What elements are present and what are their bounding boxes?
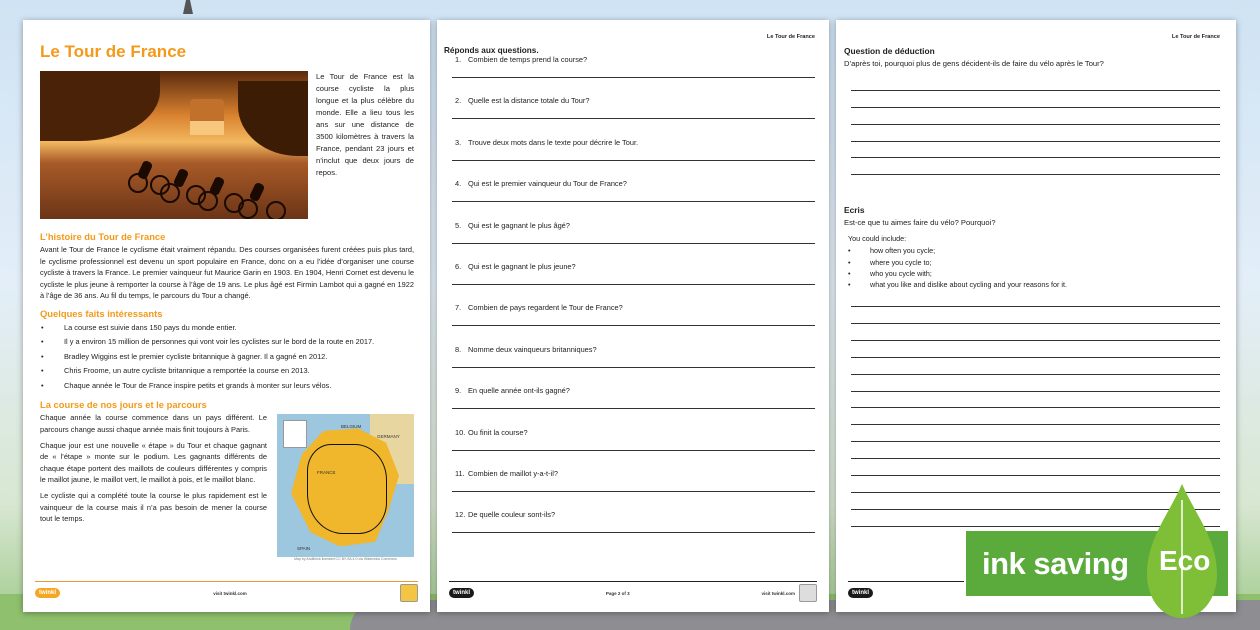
answer-line[interactable] (851, 476, 1220, 493)
question-text: Qui est le gagnant le plus jeune? (468, 261, 576, 271)
question-text: Ou finit la course? (468, 427, 528, 437)
worksheet-page-2 (437, 20, 829, 612)
list-item: • how often you cycle; (844, 245, 1220, 256)
question-number: 4. (455, 179, 462, 189)
question-number: 11. (455, 468, 465, 478)
list-item: • Il y a environ 15 million de personnes qui vont voir les cyclistes sur le bord de la route en 2017. (40, 335, 414, 350)
question-item (444, 303, 815, 344)
questions-list (444, 55, 815, 552)
question-number: 5. (455, 220, 462, 230)
writing-answer-lines[interactable] (844, 290, 1220, 526)
questions-heading: Réponds aux questions. (444, 46, 539, 55)
answer-line[interactable] (851, 341, 1220, 358)
cyclists-photo (40, 71, 308, 219)
answer-line[interactable] (851, 307, 1220, 324)
page-footer (449, 581, 817, 604)
answer-line[interactable] (452, 325, 815, 326)
question-text: Nomme deux vainqueurs britanniques? (468, 344, 597, 354)
footer-link[interactable]: visit twinkl.com (761, 590, 795, 596)
question-item (444, 345, 815, 386)
question-text: Qui est le gagnant le plus âgé? (468, 220, 570, 230)
answer-line[interactable] (851, 91, 1220, 108)
course-paragraph: Chaque année la course commence dans un pays différent. Le parcours change aussi chaque année mais finit toujours à Paris. (40, 413, 267, 435)
facts-list (40, 321, 414, 394)
history-text: Avant le Tour de France le cyclisme était vraiment répandu. Des courses organisées furent créées puis plus tard, le cyclisme professionnel est devenu un sport populaire en France, donc on a eu l’idée d’organiser une course cycliste à travers la France. Le premier vainqueur fut Maurice Garin en 1903. En 1904, Henri Cornet est devenu le cycliste le plus jeune à remporter la course à l’âge de 19 ans. Le plus âgé est Firmin Lambot qui a gagné en 1922 à l’âge de 36 ans. Au fil du temps, le parcours du Tour a changé. (40, 245, 414, 301)
list-item: • Bradley Wiggins est le premier cycliste britannique à gagner. Il a gagné en 2012. (40, 350, 414, 365)
question-text: Trouve deux mots dans le texte pour décrire le Tour. (468, 137, 639, 147)
question-text: Quelle est la distance totale du Tour? (468, 96, 590, 106)
answer-line[interactable] (851, 425, 1220, 442)
question-number: 8. (455, 344, 462, 354)
question-number: 6. (455, 261, 462, 271)
ink-saving-label: ink saving (982, 545, 1129, 581)
question-text: Combien de temps prend la course? (468, 55, 588, 64)
question-text: De quelle couleur sont-ils? (468, 510, 556, 520)
answer-line[interactable] (452, 77, 815, 78)
question-number: 12. (455, 510, 466, 520)
question-item (444, 179, 815, 220)
eco-label: Eco (1159, 545, 1211, 576)
question-item (444, 469, 815, 510)
answer-line[interactable] (851, 442, 1220, 459)
answer-line[interactable] (452, 160, 815, 161)
page-number: Page 2 of 3 (605, 590, 630, 596)
map-label: FRANCE (317, 470, 336, 476)
footer-link[interactable]: visit twinkl.com (213, 590, 247, 596)
list-item: • where you cycle to; (844, 257, 1220, 268)
question-number: 2. (455, 96, 462, 106)
question-item (444, 96, 815, 137)
question-item (444, 428, 815, 469)
quality-badge-icon (799, 584, 817, 602)
write-heading: Ecris (844, 205, 865, 216)
map-label: SPAIN (297, 546, 311, 552)
question-text: Combien de pays regardent le Tour de France? (468, 303, 623, 313)
deduction-question: D’après toi, pourquoi plus de gens décident-ils de faire du vélo après le Tour? (844, 59, 1104, 68)
course-heading: La course de nos jours et le parcours (40, 399, 207, 411)
map-label: BELGIUM (341, 424, 362, 430)
answer-line[interactable] (452, 201, 815, 202)
deduction-heading: Question de déduction (844, 46, 935, 56)
answer-line[interactable] (851, 375, 1220, 392)
answer-line[interactable] (452, 408, 815, 409)
answer-line[interactable] (851, 108, 1220, 125)
answer-line[interactable] (452, 367, 815, 368)
page-footer (35, 581, 418, 604)
eiffel-tower-tip (183, 0, 193, 14)
question-text: En quelle année ont-ils gagné? (468, 386, 570, 396)
list-item: • Chris Froome, un autre cycliste britannique a remportée la course en 2013. (40, 364, 414, 379)
answer-line[interactable] (851, 408, 1220, 425)
map-label: GERMANY (377, 434, 400, 440)
answer-line[interactable] (851, 290, 1220, 307)
write-question: Est-ce que tu aimes faire du vélo? Pourquoi? (844, 218, 996, 228)
deduction-answer-lines[interactable] (844, 74, 1220, 175)
answer-line[interactable] (851, 142, 1220, 159)
question-item (444, 262, 815, 303)
answer-line[interactable] (452, 532, 815, 533)
twinkl-logo: twinkl (35, 588, 60, 598)
facts-heading: Quelques faits intéressants (40, 307, 163, 319)
question-item (444, 221, 815, 262)
map-caption: Map by Andibrick licensed CC BY-SA 4.0 via Wikimedia Commons (294, 557, 397, 562)
intro-text: Le Tour de France est la course cycliste la plus longue et la plus célèbre du monde. Elle a lieu tous les ans sur une distance de 3500 kilomètres à travers la France, pendant 23 jours et n’inclut que deux jours de repos. (316, 72, 414, 177)
answer-line[interactable] (452, 450, 815, 451)
map-legend (283, 420, 307, 448)
question-item (444, 510, 815, 551)
course-paragraph: Le cycliste qui a complété toute la course le plus rapidement est le vainqueur de la course mais il n’a pas besoin de mener la course tout le temps. (40, 491, 267, 524)
question-item (444, 138, 815, 179)
could-include-label: You could include: (848, 234, 907, 244)
page-header: Le Tour de France (766, 34, 815, 40)
list-item: • Chaque année le Tour de France inspire petits et grands à monter sur leurs vélos. (40, 379, 414, 394)
twinkl-logo: twinkl (449, 588, 474, 598)
answer-line[interactable] (851, 358, 1220, 375)
page-title: Le Tour de France (40, 42, 187, 61)
answer-line[interactable] (851, 459, 1220, 476)
answer-line[interactable] (851, 493, 1220, 510)
question-item (444, 386, 815, 427)
quality-badge-icon (400, 584, 418, 602)
question-number: 10. (455, 427, 466, 437)
question-item (444, 55, 815, 96)
list-item: • La course est suivie dans 150 pays du monde entier. (40, 321, 414, 336)
answer-line[interactable] (452, 243, 815, 244)
question-number: 7. (455, 303, 462, 313)
answer-line[interactable] (851, 125, 1220, 142)
twinkl-logo: twinkl (848, 588, 873, 598)
page-header: Le Tour de France (1171, 34, 1220, 40)
france-route-map (277, 414, 414, 557)
answer-line[interactable] (452, 118, 815, 119)
answer-line[interactable] (851, 74, 1220, 91)
list-item: • what you like and dislike about cycling and your reasons for it. (844, 279, 1220, 290)
list-item: • who you cycle with; (844, 268, 1220, 279)
answer-line[interactable] (452, 491, 815, 492)
answer-line[interactable] (452, 284, 815, 285)
worksheet-page-1 (23, 20, 430, 612)
question-text: Combien de maillot y-a-t-il? (468, 468, 558, 478)
answer-line[interactable] (851, 324, 1220, 341)
question-number: 3. (455, 137, 462, 147)
course-paragraph: Chaque jour est une nouvelle « étape » du Tour et chaque gagnant de « l’étape » monte sur le podium. Les gagnants différents de chaque étape portent des maillots de couleurs différentes y compris le maillot jaune, le maillot vert, le maillot à pois, et le maillot blanc. (40, 440, 267, 485)
history-heading: L’histoire du Tour de France (40, 231, 166, 242)
answer-line[interactable] (851, 392, 1220, 409)
question-number: 1. (455, 55, 462, 64)
question-text: Qui est le premier vainqueur du Tour de France? (468, 179, 627, 189)
include-list (844, 245, 1220, 290)
answer-line[interactable] (851, 158, 1220, 175)
question-number: 9. (455, 386, 462, 396)
